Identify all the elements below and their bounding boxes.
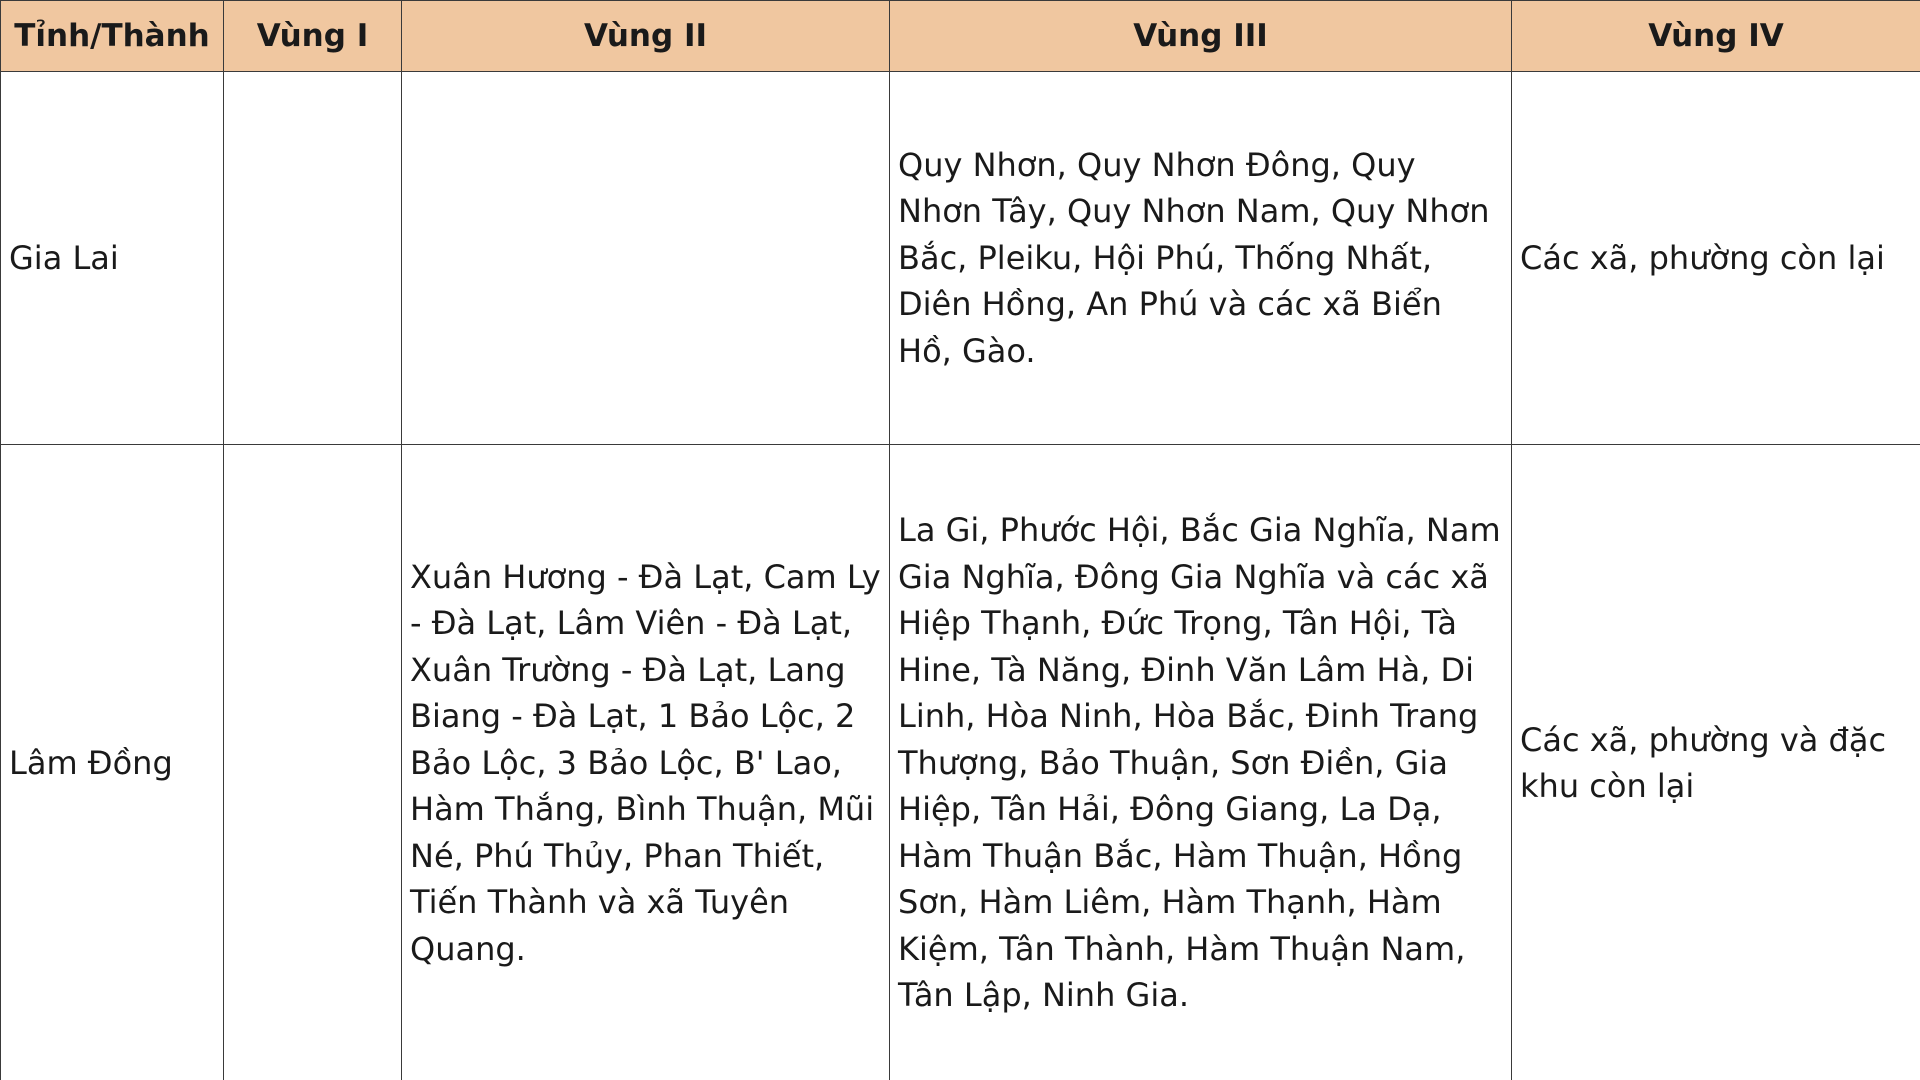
header-province: Tỉnh/Thành [1,1,224,72]
table-row [1,72,1920,445]
header-region-3: Vùng III [890,1,1512,72]
cell-region-3: Quy Nhơn, Quy Nhơn Đông, Quy Nhơn Tây, Quy Nhơn Nam, Quy Nhơn Bắc, Pleiku, Hội Phú, Thống Nhất, Diên Hồng, An Phú và các xã Biển Hồ, Gào. [890,72,1512,445]
cell-region-1 [224,445,402,1080]
table-row [1,445,1920,1080]
cell-province: Lâm Đồng [1,445,224,1080]
header-region-2: Vùng II [402,1,890,72]
table-header [1,1,1920,72]
header-region-1: Vùng I [224,1,402,72]
cell-province: Gia Lai [1,72,224,445]
cell-region-2 [402,72,890,445]
cell-region-4: Các xã, phường còn lại [1512,72,1920,445]
cell-region-2: Xuân Hương - Đà Lạt, Cam Ly - Đà Lạt, Lâm Viên - Đà Lạt, Xuân Trường - Đà Lạt, Lang Biang - Đà Lạt, 1 Bảo Lộc, 2 Bảo Lộc, 3 Bảo Lộc, B' Lao, Hàm Thắng, Bình Thuận, Mũi Né, Phú Thủy, Phan Thiết, Tiến Thành và xã Tuyên Quang. [402,445,890,1080]
table-body [1,72,1920,1080]
header-region-4: Vùng IV [1512,1,1920,72]
cell-region-4: Các xã, phường và đặc khu còn lại [1512,445,1920,1080]
cell-region-3: La Gi, Phước Hội, Bắc Gia Nghĩa, Nam Gia Nghĩa, Đông Gia Nghĩa và các xã Hiệp Thạnh, Đức Trọng, Tân Hội, Tà Hine, Tà Năng, Đinh Văn Lâm Hà, Di Linh, Hòa Ninh, Hòa Bắc, Đinh Trang Thượng, Bảo Thuận, Sơn Điền, Gia Hiệp, Tân Hải, Đông Giang, La Dạ, Hàm Thuận Bắc, Hàm Thuận, Hồng Sơn, Hàm Liêm, Hàm Thạnh, Hàm Kiệm, Tân Thành, Hàm Thuận Nam, Tân Lập, Ninh Gia. [890,445,1512,1080]
header-row [1,1,1920,72]
cell-region-1 [224,72,402,445]
